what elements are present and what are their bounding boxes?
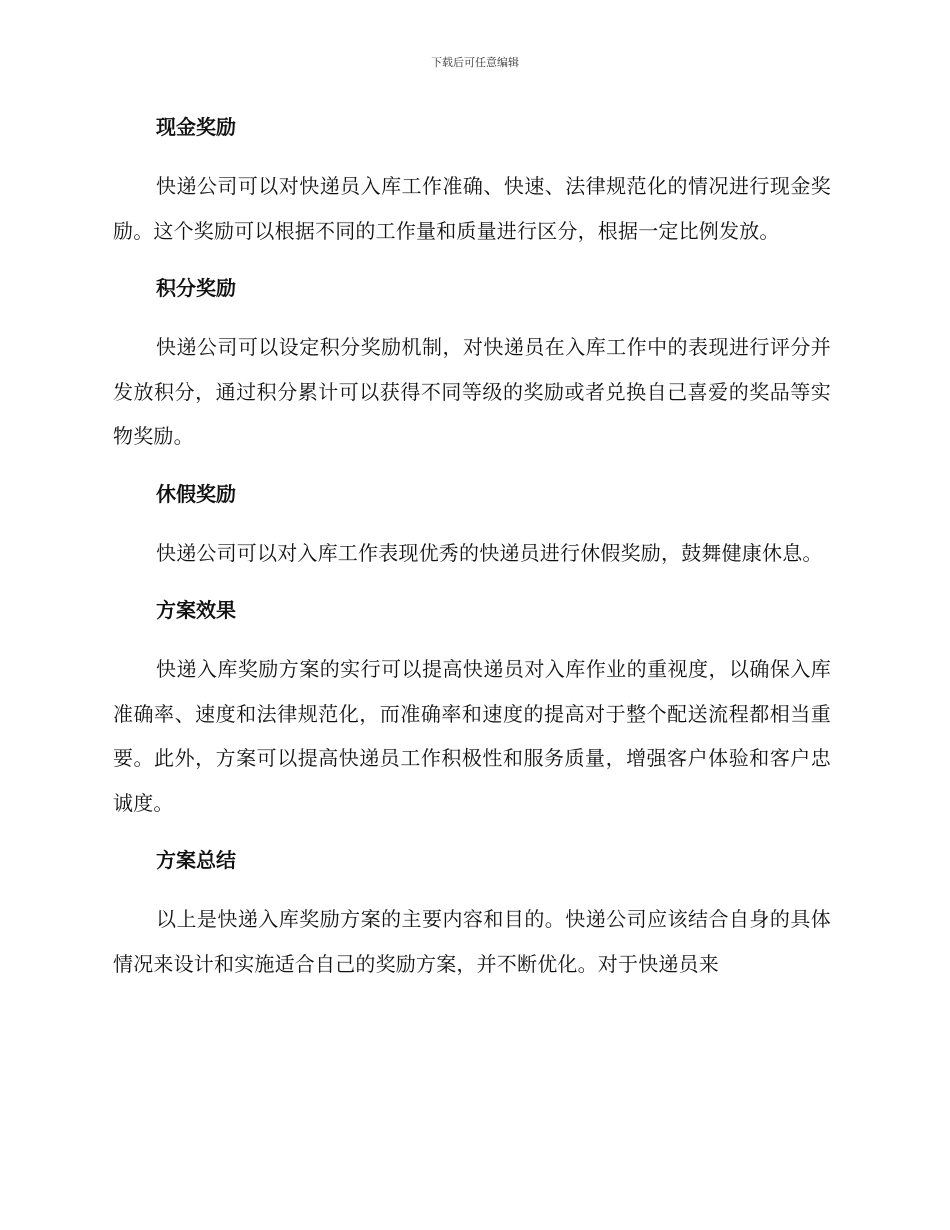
section-body-plan-summary: 以上是快递入库奖励方案的主要内容和目的。快递公司应该结合自身的具体情况来设计和实施适合自己的奖励方案，并不断优化。对于快递员来 xyxy=(113,907,831,976)
section-body-cash-reward: 快递公司可以对快递员入库工作准确、快速、法律规范化的情况进行现金奖励。这个奖励可以根据不同的工作量和质量进行区分，根据一定比例发放。 xyxy=(113,174,831,243)
section-body-points-reward: 快递公司可以设定积分奖励机制，对快递员在入库工作中的表现进行评分并发放积分，通过积分累计可以获得不同等级的奖励或者兑换自己喜爱的奖品等实物奖励。 xyxy=(113,335,831,448)
section-heading-plan-summary: 方案总结 xyxy=(156,848,236,872)
document-body xyxy=(113,108,831,1002)
page-header: 下载后可任意编辑 xyxy=(431,56,519,69)
section-heading-cash-reward: 现金奖励 xyxy=(156,115,236,139)
section-heading-plan-effect: 方案效果 xyxy=(156,598,236,622)
section-body-vacation-reward: 快递公司可以对入库工作表现优秀的快递员进行休假奖励，鼓舞健康休息。 xyxy=(156,540,823,565)
section-body-plan-effect: 快递入库奖励方案的实行可以提高快递员对入库作业的重视度，以确保入库准确率、速度和法律规范化，而准确率和速度的提高对于整个配送流程都相当重要。此外，方案可以提高快递员工作积极性和服务质量，增强客户体验和客户忠诚度。 xyxy=(113,657,831,815)
section-heading-points-reward: 积分奖励 xyxy=(156,276,236,300)
section-heading-vacation-reward: 休假奖励 xyxy=(156,481,236,506)
